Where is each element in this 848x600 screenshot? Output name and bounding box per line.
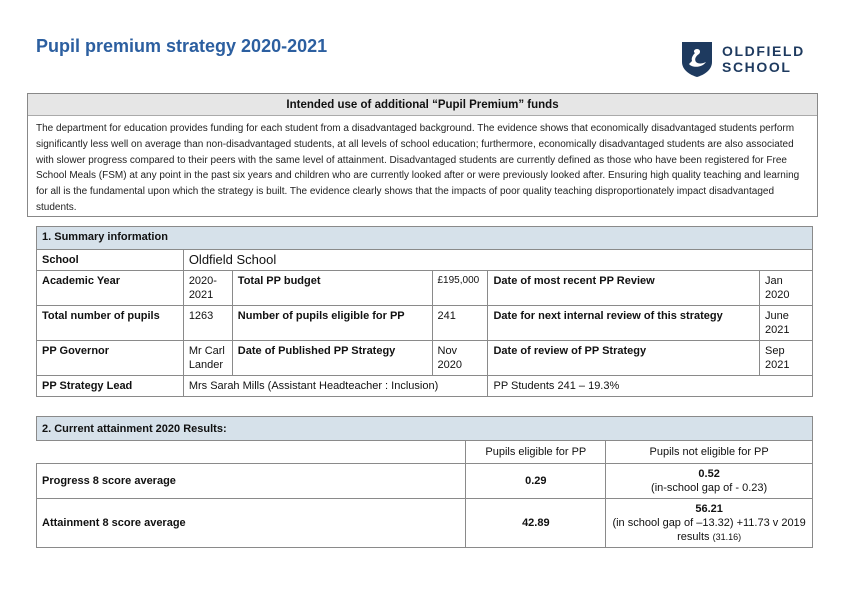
published-label: Date of Published PP Strategy	[232, 341, 432, 376]
total-budget-value: £195,000	[432, 271, 488, 306]
school-value: Oldfield School	[183, 250, 812, 271]
next-review-value: June 2021	[760, 306, 813, 341]
academic-year-value: 2020-2021	[183, 271, 232, 306]
attainment8-eligible: 42.89	[466, 499, 606, 548]
attainment-heading: 2. Current attainment 2020 Results:	[37, 417, 813, 441]
school-logo	[680, 40, 805, 78]
attainment8-gap-text: (in school gap of –13.32) +11.73 v 2019 results	[612, 517, 806, 543]
attainment8-label: Attainment 8 score average	[37, 499, 466, 548]
strategy-review-label: Date of review of PP Strategy	[488, 341, 760, 376]
intro-heading: Intended use of additional “Pupil Premium” funds	[28, 94, 817, 116]
published-value: Nov 2020	[432, 341, 488, 376]
attainment8-prev-value: (31.16)	[712, 532, 742, 542]
progress8-eligible: 0.29	[466, 464, 606, 499]
governor-value: Mr Carl Lander	[183, 341, 232, 376]
summary-heading: 1. Summary information	[37, 227, 813, 250]
recent-review-label: Date of most recent PP Review	[488, 271, 760, 306]
progress8-not-eligible: 0.52	[698, 468, 720, 480]
col-eligible-header: Pupils eligible for PP	[466, 441, 606, 464]
blank-cell	[37, 441, 466, 464]
attainment8-gap-note	[611, 516, 807, 544]
lead-label: PP Strategy Lead	[37, 376, 184, 397]
eligible-value: 241	[432, 306, 488, 341]
recent-review-value: Jan 2020	[760, 271, 813, 306]
progress8-not-eligible-cell	[606, 464, 813, 499]
lead-value: Mrs Sarah Mills (Assistant Headteacher : Inclusion)	[183, 376, 488, 397]
attainment8-not-eligible-cell	[606, 499, 813, 548]
intro-box	[27, 93, 818, 217]
school-label: School	[37, 250, 184, 271]
intro-body: The department for education provides funding for each student from a disadvantaged background. The evidence shows that economically disadvantaged students perform significantly less well on average than non-disadvantaged students, at all levels of school education; furthermore, economically disadvantaged students are also associated with slower progress compared to their peers with the same level of attainment. Disadvantaged students are currently defined as those who have been registered for Free School Meals (FSM) at any point in the past six years and children who are currently looked after or were previously looked after. Ensuring high quality teaching and learning for all is the fundamental upon which the strategy is built. The evidence clearly shows that the impacts of poor quality teaching disproportionately impact disadvantaged students.	[36, 123, 800, 213]
swan-crest-icon	[680, 40, 714, 78]
table-row	[37, 499, 813, 548]
eligible-label: Number of pupils eligible for PP	[232, 306, 432, 341]
governor-label: PP Governor	[37, 341, 184, 376]
academic-year-label: Academic Year	[37, 271, 184, 306]
logo-line2: SCHOOL	[722, 59, 792, 75]
total-budget-label: Total PP budget	[232, 271, 432, 306]
attainment-table	[36, 416, 813, 548]
total-pupils-value: 1263	[183, 306, 232, 341]
progress8-label: Progress 8 score average	[37, 464, 466, 499]
table-row	[37, 464, 813, 499]
progress8-gap-note: (in-school gap of - 0.23)	[651, 482, 768, 494]
strategy-review-value: Sep 2021	[760, 341, 813, 376]
total-pupils-label: Total number of pupils	[37, 306, 184, 341]
pp-students: PP Students 241 – 19.3%	[488, 376, 813, 397]
logo-line1: OLDFIELD	[722, 43, 805, 59]
summary-table	[36, 226, 813, 397]
attainment8-not-eligible: 56.21	[695, 503, 723, 515]
col-not-eligible-header: Pupils not eligible for PP	[606, 441, 813, 464]
next-review-label: Date for next internal review of this strategy	[488, 306, 760, 341]
page-title: Pupil premium strategy 2020-2021	[36, 36, 328, 56]
